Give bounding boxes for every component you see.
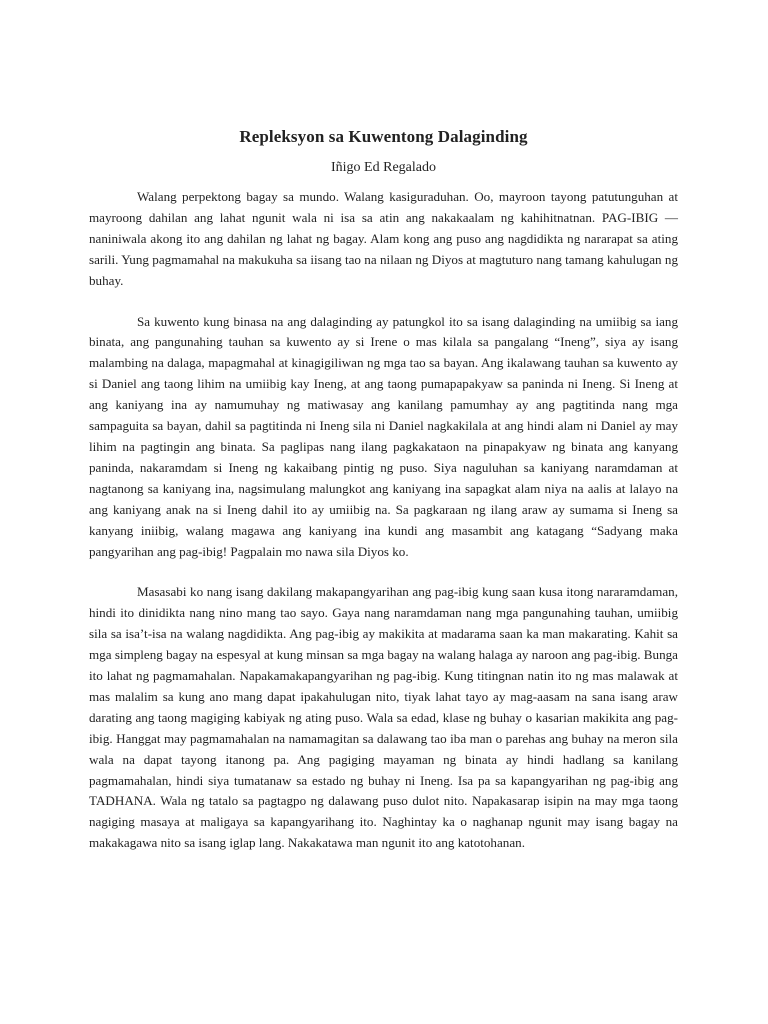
- paragraph-3: Masasabi ko nang isang dakilang makapangyarihan ang pag-ibig kung saan kusa itong nararamdaman, hindi ito dinidikta nang nino mang tao sayo. Gaya nang naramdaman nang mga pangunahing tauhan, umiibig sila sa isa’t-isa na walang nagdidikta. Ang pag-ibig ay makikita at madarama saan ka man makarating. Kahit sa mga simpleng bagay na espesyal at kung minsan sa mga bagay na walang halaga ay naroon ang pag-ibig. Bunga ito lahat ng pagmamahalan. Napakamakapangyarihan ng pag-ibig. Kung titingnan natin ito ng mas malawak at mas malalim sa kung ano mang dapat ipakahulugan nito, tiyak lahat tayo ay mag-aasam na sana isang araw darating ang taong magiging kabiyak ng ating puso. Wala sa edad, klase ng buhay o kasarian makikita ang pag-ibig. Hanggat may pagmamahalan na namamagitan sa dalawang tao iba man o parehas ang buhay na meron sila wala na dapat tayong itanong pa. Ang pagiging mayaman ng binata ay hindi hadlang sa kanilang pagmamahalan, hindi siya tumatanaw sa estado ng buhay ni Ineng. Isa pa sa kapangyarihan ng pag-ibig ang TADHANA. Wala ng tatalo sa pagtagpo ng dalawang puso dulot nito. Napakasarap isipin na may mga taong nagiging masaya at maligaya sa kapangyarihang ito. Naghintay ka o naghanap ngunit may isang bagay na makakagawa nito sa isang iglap lang. Nakakatawa man ngunit ito ang katotohanan.: [89, 584, 678, 851]
- document-page: [89, 118, 678, 854]
- paragraph-2: Sa kuwento kung binasa na ang dalaginding ay patungkol ito sa isang dalaginding na umiibig sa iang binata, ang pangunahing tauhan sa kuwento ay si Irene o mas kilala sa pangalang “Ineng”, siya ay isang malambing na dalaga, mapagmahal at kinagigiliwan ng mga tao sa bayan. Ang ikalawang tauhan sa kuwento ay si Daniel ang taong lihim na umiibig kay Ineng, at ang taong pumapapakyaw sa paninda ni Ineng. Si Ineng at ang kaniyang ina ay namumuhay ng matiwasay ang kanilang pamumhay ay ang pagtitinda nang mga sampaguita sa bayan, dahil sa pagtitinda ni Ineng sila ni Daniel nagkakilala at ang hindi alam ni Daniel ay may lihim na pagtingin ang binata. Sa paglipas nang ilang pagkakataon na pinapakyaw ng binata ang kanyang paninda, nakaramdam si Ineng ng kakaibang pintig ng puso. Siya naguluhan sa kaniyang naramdaman at nagtanong sa kaniyang ina, nagsimulang malungkot ang kaniyang ina sapagkat alam niya na aalis at lalayo na ang kaniyang anak na si Ineng dahil ito ay umiibig na. Sa pagkaraan ng ilang araw ay sumama si Ineng sa kanyang iniibig, walang magawa ang kaniyang ina kundi ang masambit ang katagang “Sadyang maka pangyarihan ang pag-ibig! Pagpalain mo nawa sila Diyos ko.: [89, 313, 678, 559]
- paragraph-1: Walang perpektong bagay sa mundo. Walang kasiguraduhan. Oo, mayroon tayong patutunguhan at mayroong dahilan ang lahat ngunit wala ni isa sa atin ang nakakaalam ng kahihitnatnan. PAG-IBIG — naniniwala akong ito ang dahilan ng lahat ng bagay. Alam kong ang puso ang nagdidikta ng nararapat sa ating sarili. Yung pagmamahal na makukuha sa iisang tao na nilaan ng Diyos at magtuturo nang tamang kahulugan ng buhay.: [89, 189, 678, 288]
- document-author: Iñigo Ed Regalado: [331, 160, 436, 175]
- document-title: Repleksyon sa Kuwentong Dalaginding: [239, 127, 528, 146]
